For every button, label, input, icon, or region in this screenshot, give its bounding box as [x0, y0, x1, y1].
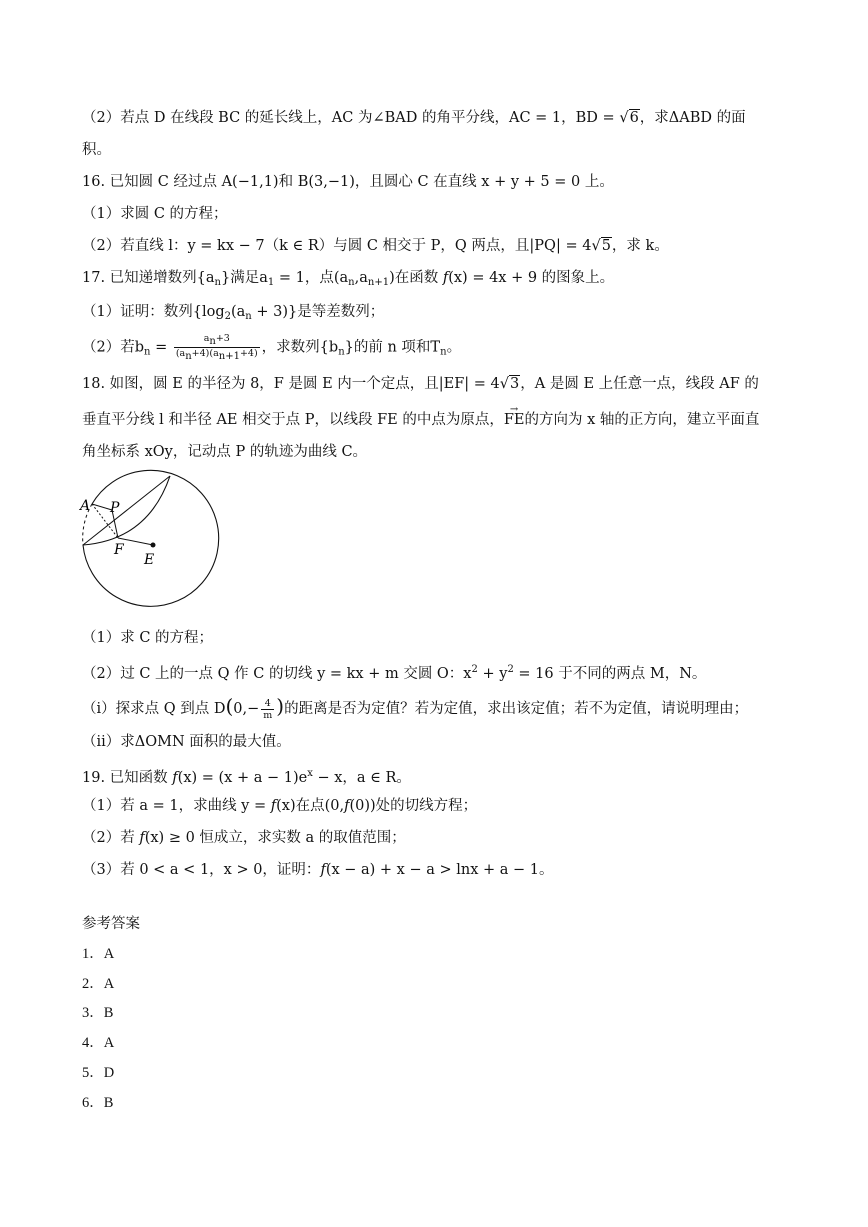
segment-ap	[92, 504, 112, 510]
answer-item: 2．A	[82, 976, 115, 992]
q18-line3: 角坐标系 xOy，记动点 P 的轨迹为曲线 C。	[82, 444, 368, 460]
q17-part2: （2）若$b_n$ = $\frac{a_n+3}{(a_n+4)(a_{n+1}+4)}$ ，求数列$\{b_n\}$的前 n 项和$T_n$。	[82, 333, 462, 362]
q16-stem: 16. 已知圆 C 经过点 A(−1,1)和 B(3,−1)，且圆心 C 在直线 x + y + 5 = 0 上。	[82, 174, 614, 190]
q18-sub2: （ii）求ΔOMN 面积的最大值。	[82, 734, 291, 750]
answers-heading: 参考答案	[82, 916, 140, 932]
q18-line2: 垂直平分线 l 和半径 AE 相交于点 P，以线段 FE 的中点为原点， → FE的方向为 x 轴的正方向，建立平面直	[82, 404, 760, 428]
q18-line1: 18. 如图，圆 E 的半径为 8，F 是圆 E 内一个定点，且|EF| = 4√3，A 是圆 E 上任意一点，线段 AF 的	[82, 376, 759, 392]
answer-item: 1．A	[82, 946, 115, 962]
chord	[83, 476, 170, 545]
q19-stem: 19. 已知函数 $f(x) = (x + a - 1)e^x - x$，a ∈ R。	[82, 768, 411, 786]
q18-part1: （1）求 C 的方程；	[82, 630, 214, 646]
label-a: A	[80, 498, 91, 514]
q16-part1: （1）求圆 C 的方程；	[82, 206, 228, 222]
q19-part3: （3）若 0 < a < 1，x > 0，证明：f(x − a) + x − a > lnx + a − 1。	[82, 862, 554, 878]
q17-fraction: $\frac{a_n+3}{(a_n+4)(a_{n+1}+4)}$	[175, 333, 258, 362]
answer-item: 5．D	[82, 1065, 115, 1081]
p15-part2-line2: 积。	[82, 142, 111, 158]
q19-part2: （2）若 f(x) ≥ 0 恒成立，求实数 a 的取值范围；	[82, 830, 406, 846]
q18-part2: （2）过 C 上的一点 Q 作 C 的切线 y = kx + m 交圆 O：$x^2 + y^2 = 16$ 于不同的两点 M，N。	[82, 664, 707, 682]
label-p: P	[110, 500, 120, 516]
label-e: E	[144, 552, 155, 568]
answer-item: 3．B	[82, 1005, 114, 1021]
q16-part2: （2）若直线 l：y = kx − 7（k ∈ R）与圆 C 相交于 P，Q 两点，且|PQ| = 4√5，求 k。	[82, 238, 669, 254]
p15-part2-line1: （2）若点 D 在线段 BC 的延长线上，AC 为∠BAD 的角平分线，AC = 1，BD = √6，求ΔABD 的面	[82, 110, 746, 126]
q18-sub1: （i）探求点 Q 到点 D(0,− $\frac{4}{m}$ )的距离是否为定值？若为定值，求出该定值；若不为定值，请说明理由；	[82, 694, 749, 721]
q19-part1: （1）若 a = 1，求曲线 y = f(x)在点(0,f(0))处的切线方程；	[82, 798, 478, 814]
answer-item: 4．A	[82, 1035, 115, 1051]
q17-part1: （1）证明：数列$\{\log_2(a_n + 3)\}$是等差数列；	[82, 304, 385, 322]
answer-item: 6．B	[82, 1095, 114, 1111]
point-e-dot	[151, 543, 156, 548]
label-f: F	[114, 542, 124, 558]
q17-stem: 17. 已知递增数列$\{a_n\}$满足$a_1 = 1$，点$(a_n,a_{n+1})$在函数 f(x) = 4x + 9 的图象上。	[82, 270, 615, 288]
q18-figure	[78, 468, 228, 618]
